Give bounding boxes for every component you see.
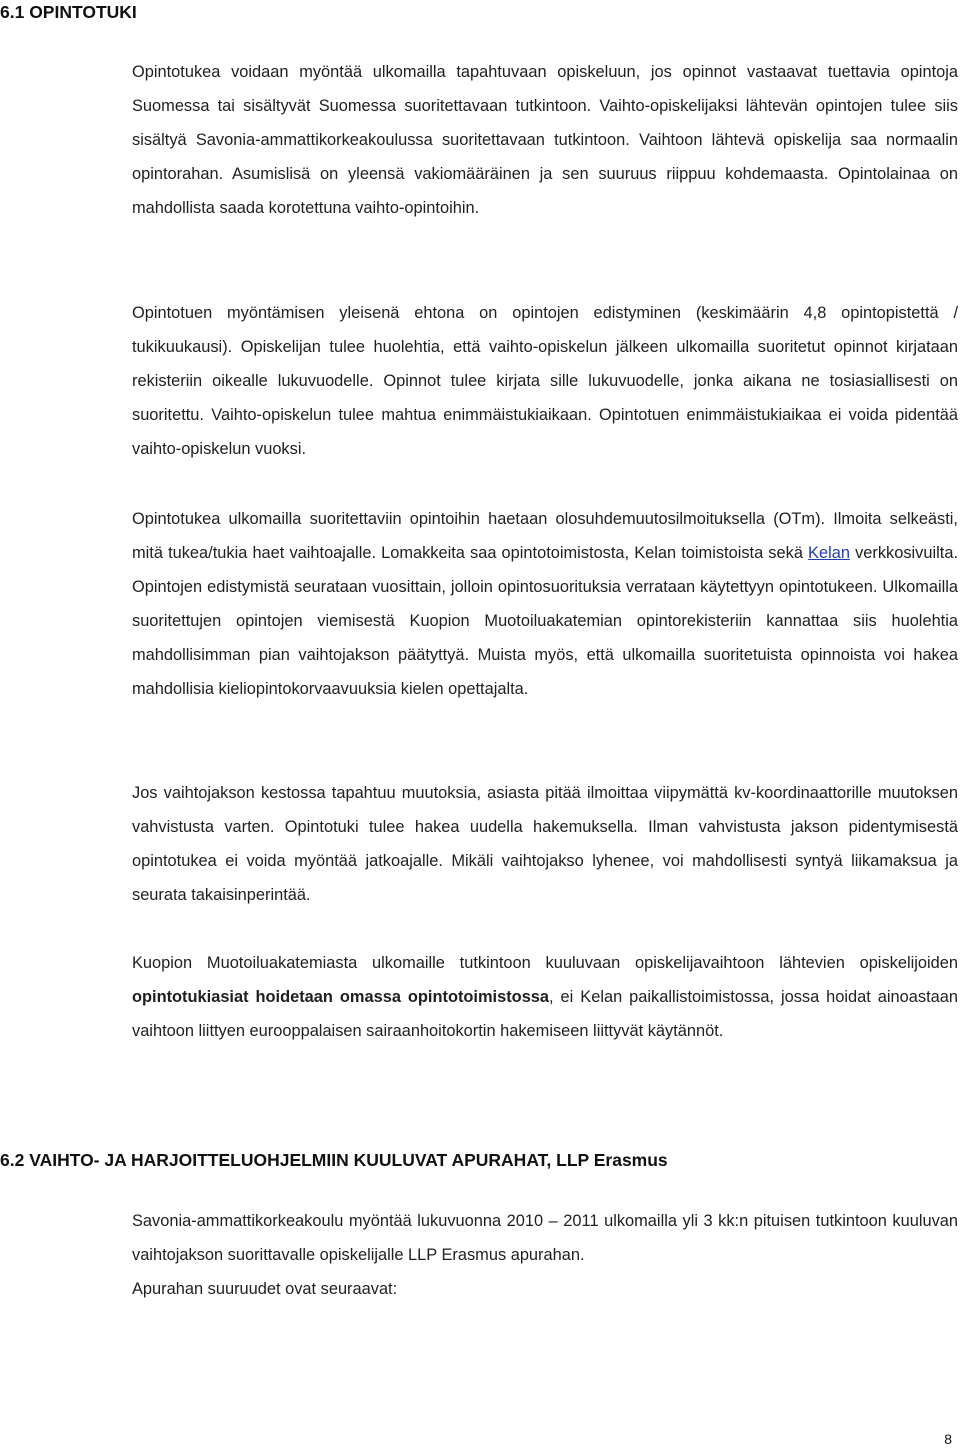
paragraph-text-segment: Savonia-ammattikorkeakoulu myöntää lukuvuonna 2010 – 2011 ulkomailla yli 3 kk:n pituisen tutkintoon kuuluvan vaihtojakson suorittavalle opiskelijalle LLP Erasmus apurahan. — [132, 1212, 958, 1264]
paragraph-text-segment: Apurahan suuruudet ovat seuraavat: — [132, 1280, 398, 1298]
page-number: 8 — [944, 1431, 952, 1447]
paragraph-opintotuki-office — [132, 946, 958, 1048]
paragraph-opintotuki-changes: Jos vaihtojakson kestossa tapahtuu muutoksia, asiasta pitää ilmoittaa viipymättä kv-koordinaattorille muutoksen vahvistusta varten. Opintotuki tulee hakea uudella hakemuksella. Ilman vahvistusta jakson pidentymisestä opintotukea ei voida myöntää jatkoajalle. Mikäli vaihtojakso lyhenee, voi mahdollisesti syntyä liikamaksua ja seurata takaisinperintää. — [132, 784, 958, 904]
paragraph-text-segment: verkkosivuilta. Opintojen edistymistä seurataan vuosittain, jolloin opintosuorituksia verrataan käytettyyn opintotukeen. Ulkomailla suoritettujen opintojen viemisestä Kuopion Muotoiluakatemian opintorekisteriin kannattaa siis huolehtia mahdollisimman pian vaihtojakson päätyttyä. Muista myös, että ulkomailla suoritetuista opinnoista voi hakea mahdollisia kieliopintokorvaavuuksia kielen opettajalta. — [132, 544, 959, 698]
paragraph-opintotuki-conditions: Opintotuen myöntämisen yleisenä ehtona on opintojen edistyminen (keskimäärin 4,8 opintopistettä / tukikuukausi). Opiskelijan tulee huolehtia, että vaihto-opiskelun jälkeen ulkomailla suoritetut opinnot kirjataan rekisteriin oikealle lukuvuodelle. Opinnot tulee kirjata sille lukuvuodelle, jonka aikana ne tosiasiallisesti on suoritettu. Vaihto-opiskelun tulee mahtua enimmäistukiaikaan. Opintotuen enimmäistukiaikaa ei voida pidentää vaihto-opiskelun vuoksi. — [132, 304, 958, 458]
paragraph-text-segment: Kuopion Muotoiluakatemiasta ulkomaille tutkintoon kuuluvaan opiskelijavaihtoon lähtevien opiskelijoiden — [132, 954, 958, 972]
section-heading-opintotuki: 6.1 OPINTOTUKI — [0, 2, 137, 22]
kela-link[interactable]: Kelan — [808, 544, 850, 562]
paragraph-text-segment: Opintotukea ulkomailla suoritettaviin opintoihin haetaan olosuhdemuutosilmoituksella (OTm). Ilmoita selkeästi, mitä tukea/tukia haet vaihtoajalle. Lomakkeita saa opintotoimistosta, Kelan toimistoista sekä — [132, 510, 958, 562]
emphasized-text: opintotukiasiat hoidetaan omassa opintotoimistossa — [132, 988, 550, 1006]
paragraph-text-segment: , ei Kelan paikallistoimistossa, jossa hoidat ainoastaan vaihtoon liittyen eurooppalaisen sairaanhoitokortin hakemiseen liittyvät käytännöt. — [132, 988, 958, 1040]
section-heading-apurahat: 6.2 VAIHTO- JA HARJOITTELUOHJELMIIN KUULUVAT APURAHAT, LLP Erasmus — [0, 1150, 668, 1170]
paragraph-apurahat-intro — [132, 1204, 958, 1306]
paragraph-opintotuki-application — [132, 502, 958, 706]
paragraph-opintotuki-intro: Opintotukea voidaan myöntää ulkomailla tapahtuvaan opiskeluun, jos opinnot vastaavat tuettavia opintoja Suomessa tai sisältyvät Suomessa suoritettavaan tutkintoon. Vaihto-opiskelijaksi lähtevän opintojen tulee siis sisältyä Savonia-ammattikorkeakoulussa suoritettavaan tutkintoon. Vaihtoon lähtevä opiskelija saa normaalin opintorahan. Asumislisä on yleensä vakiomääräinen ja sen suuruus riippuu kohdemaasta. Opintolainaa on mahdollista saada korotettuna vaihto-opintoihin. — [132, 63, 958, 217]
